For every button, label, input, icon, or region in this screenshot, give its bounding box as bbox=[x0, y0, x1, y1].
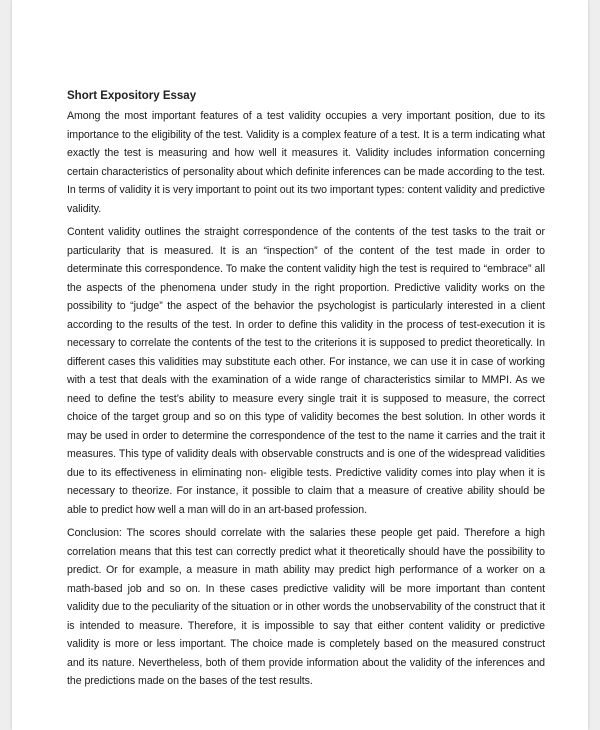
document-body bbox=[67, 88, 545, 696]
document-title: Short Expository Essay bbox=[67, 90, 197, 102]
document-page bbox=[12, 0, 588, 730]
paragraph-introduction: Among the most important features of a test validity occupies a very important position, due to its importance to the eligibility of the test. Validity is a complex feature of a test. It is a term indicating what exactly the test is measuring and how well it measures it. Validity includes information concerning certain characteristics of personality about which definite inferences can be made according to the test. In terms of validity it is very important to point out its two important types: content validity and predictive validity. bbox=[67, 110, 545, 215]
paragraph-conclusion: Conclusion: The scores should correlate with the salaries these people get paid. Therefore a high correlation means that this test can correctly predict what it theoretically should have the possibility to predict. Or for example, a measure in math ability may predict high performance of a worker on a math-based job and so on. In these cases predictive validity will be more important than content validity due to the peculiarity of the situation or in other words the unobservability of the construct that it is intended to measure. Therefore, it is impossible to say that either content validity or predictive validity is more or less important. The choice made is completely based on the measured construct and its nature. Nevertheless, both of them provide information about the validity of the inferences and the predictions made on the bases of the test results. bbox=[67, 527, 545, 687]
paragraph-body: Content validity outlines the straight correspondence of the contents of the test tasks to the trait or particularity that is measured. It is an “inspection” of the content of the test made in order to determinate this correspondence. To make the content validity high the test is required to “embrace” all the aspects of the phenomena under study in the right proportion. Predictive validity works on the possibility to “judge” the aspect of the behavior the psychologist is particularly interested in a client according to the results of the test. In order to define this validity in the process of test-execution it is necessary to correlate the contents of the test to the criterions it is supposed to predict theoretically. In different cases this validities may substitute each other. For instance, we can use it in case of working with a test that deals with the examination of a wide range of characteristics similar to MMPI. As we need to define the test’s ability to measure every single trait it is supposed to measure, the correct choice of the target group and so on this type of validity becomes the best solution. In other words it may be used in order to determine the correspondence of the test to the name it carries and the trait it measures. This type of validity deals with observable constructs and is one of the widespread validities due to its effectiveness in eliminating non- eligible tests. Predictive validity comes into play when it is necessary to theorize. For instance, it possible to claim that a measure of creative ability should be able to predict how well a man will do in an art-based profession. bbox=[67, 226, 545, 516]
